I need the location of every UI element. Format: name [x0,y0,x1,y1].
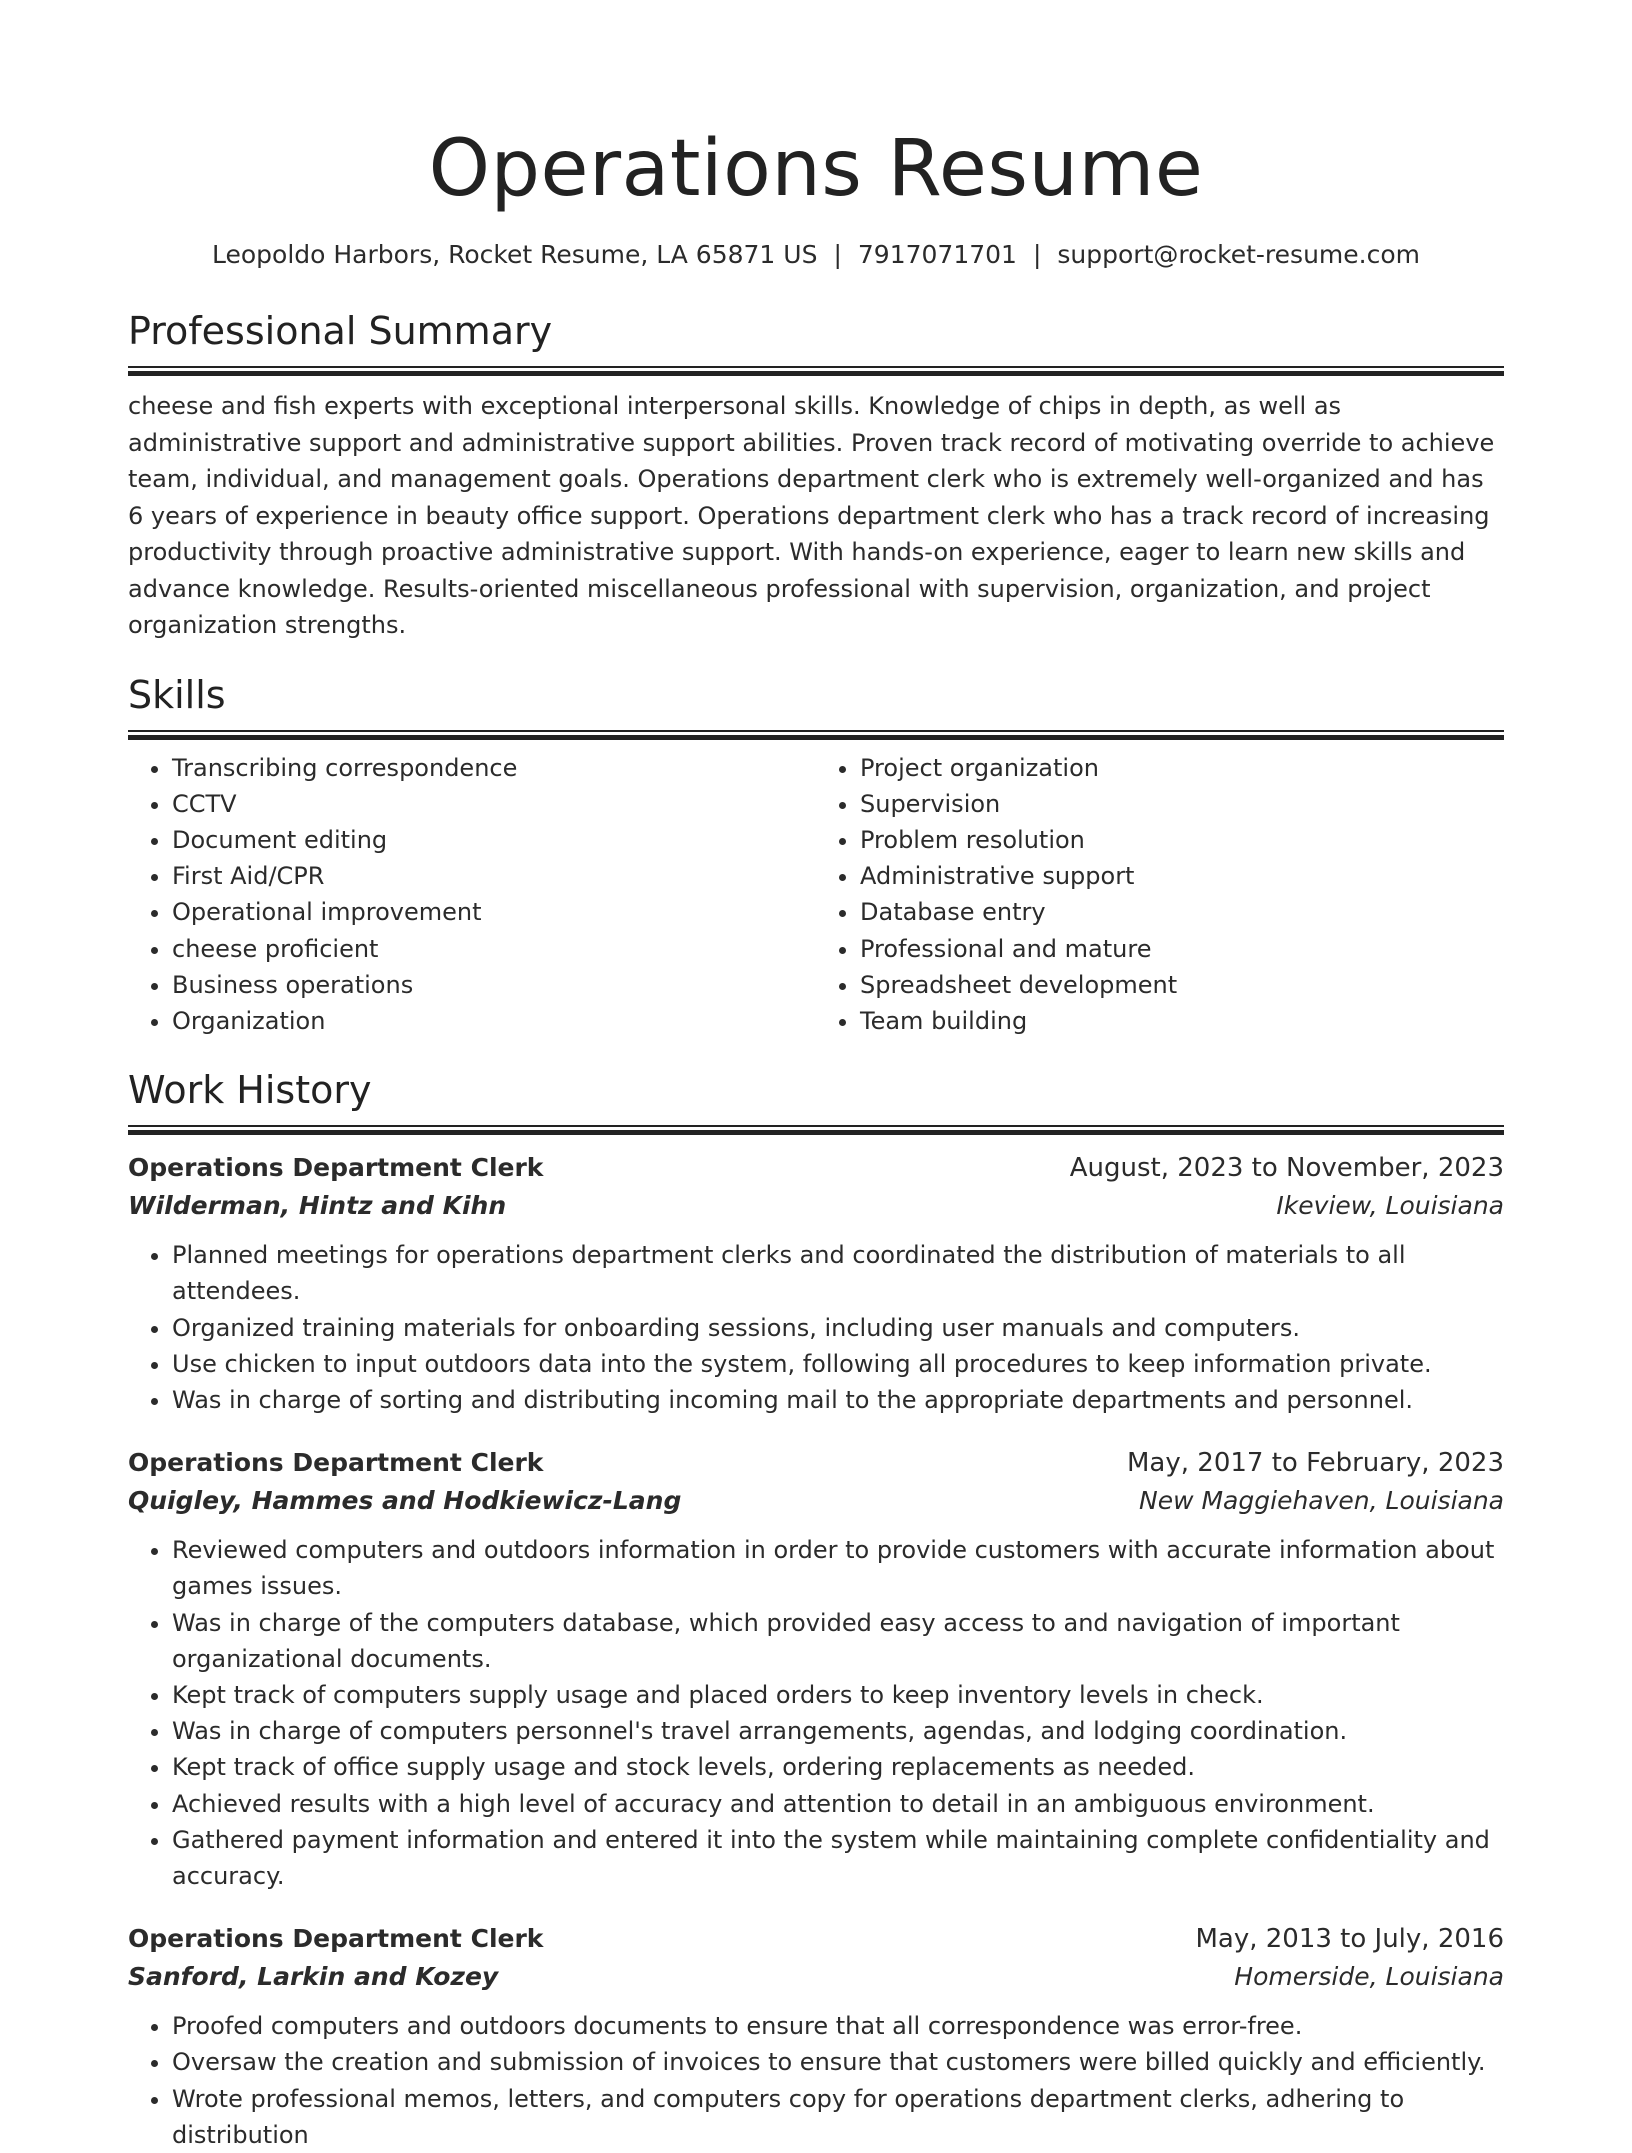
skills-columns [128,750,1504,1040]
skill-item: • Administrative support [860,858,1504,894]
job-header-row [128,1444,1504,1482]
job-bullets [128,1532,1504,1894]
job-bullet: • Kept track of office supply usage and stock levels, ordering replacements as needed. [172,1749,1504,1785]
summary-text: cheese and fish experts with exceptional interpersonal skills. Knowledge of chips in depth, as well as administrative support and administrative support abilities. Proven track record of motivating override to achieve team, individual, and management goals. Operations department clerk who is extremely well-organized and has 6 years of experience in beauty office support. Operations department clerk who has a track record of increasing productivity through proactive administrative support. With hands-on experience, eager to learn new skills and advance knowledge. Results-oriented miscellaneous professional with supervision, organization, and project organization strengths. [128,392,1495,639]
contact-address: Leopoldo Harbors, Rocket Resume, LA 65871 US [211,240,818,269]
contact-separator: | [833,240,842,269]
work-history-section [128,1065,1504,2153]
skill-item: • Transcribing correspondence [172,750,816,786]
skills-list-right [816,750,1504,1040]
work-history-heading: Work History [128,1068,372,1113]
job-dates: May, 2013 to July, 2016 [1195,1924,1504,1955]
job-title: Operations Department Clerk [128,1448,544,1478]
section-divider [128,1125,1504,1135]
job-company: Sanford, Larkin and Kozey [128,1962,499,1992]
contact-email: support@rocket-resume.com [1057,240,1420,269]
skill-item: • Operational improvement [172,894,816,930]
job-company: Wilderman, Hintz and Kihn [128,1191,507,1221]
job-bullet: • Was in charge of the computers database, which provided easy access to and navigation of important organizational documents. [172,1605,1504,1677]
skills-section [128,670,1504,1040]
section-divider [128,366,1504,376]
job-bullet: • Achieved results with a high level of accuracy and attention to detail in an ambiguous environment. [172,1786,1504,1822]
job-bullet: • Organized training materials for onboarding sessions, including user manuals and computers. [172,1310,1504,1346]
skill-item: • Database entry [860,894,1504,930]
job-location: Ikeview, Louisiana [1276,1191,1504,1221]
summary-section [128,306,1504,644]
job-bullet: • Kept track of computers supply usage and placed orders to keep inventory levels in check. [172,1677,1504,1713]
job-dates: August, 2023 to November, 2023 [1069,1153,1504,1184]
contact-separator: | [1032,240,1042,269]
job-subheader-row [128,1482,1504,1520]
skill-item: • Supervision [860,786,1504,822]
job-bullets [128,2008,1504,2153]
job-location: Homerside, Louisiana [1234,1962,1504,1992]
skill-item: • Organization [172,1003,816,1039]
job-bullet: • Reviewed computers and outdoors information in order to provide customers with accurate information about games issues. [172,1532,1504,1604]
job-subheader-row [128,1958,1504,1996]
job-entry [128,1920,1504,2153]
job-header-row [128,1920,1504,1958]
job-subheader-row [128,1187,1504,1225]
job-bullets [128,1237,1504,1418]
job-bullet: • Planned meetings for operations department clerks and coordinated the distribution of materials to all attendees. [172,1237,1504,1309]
job-location: New Maggiehaven, Louisiana [1139,1486,1504,1516]
job-company: Quigley, Hammes and Hodkiewicz-Lang [128,1486,682,1516]
job-bullet: • Gathered payment information and entered it into the system while maintaining complete confidentiality and accuracy. [172,1822,1504,1894]
skill-item: • CCTV [172,786,816,822]
contact-phone: 7917071701 [857,240,1017,269]
skill-item: • Professional and mature [860,931,1504,967]
section-divider [128,730,1504,740]
skill-item: • cheese proficient [172,931,816,967]
skill-item: • Business operations [172,967,816,1003]
job-header-row [128,1149,1504,1187]
skill-item: • Problem resolution [860,822,1504,858]
skill-item: • Project organization [860,750,1504,786]
job-bullet: • Proofed computers and outdoors documents to ensure that all correspondence was error-free. [172,2008,1504,2044]
skill-item: • Spreadsheet development [860,967,1504,1003]
job-title: Operations Department Clerk [128,1153,544,1183]
job-dates: May, 2017 to February, 2023 [1127,1448,1504,1479]
job-title: Operations Department Clerk [128,1924,544,1954]
contact-line [128,238,1504,272]
skill-item: • First Aid/CPR [172,858,816,894]
job-entry [128,1444,1504,1894]
skill-item: • Document editing [172,822,816,858]
summary-heading: Professional Summary [128,309,553,353]
skill-item: • Team building [860,1003,1504,1039]
job-bullet: • Wrote professional memos, letters, and computers copy for operations department clerks, adhering to distribution [172,2081,1504,2153]
job-entry [128,1149,1504,1418]
job-bullet: • Oversaw the creation and submission of invoices to ensure that customers were billed quickly and efficiently. [172,2044,1504,2080]
job-bullet: • Use chicken to input outdoors data into the system, following all procedures to keep information private. [172,1346,1504,1382]
job-bullet: • Was in charge of computers personnel's travel arrangements, agendas, and lodging coordination. [172,1713,1504,1749]
job-bullet: • Was in charge of sorting and distributing incoming mail to the appropriate departments and personnel. [172,1382,1504,1418]
resume-title: Operations Resume [428,124,1204,214]
skills-list-left [128,750,816,1040]
skills-heading: Skills [128,672,226,717]
